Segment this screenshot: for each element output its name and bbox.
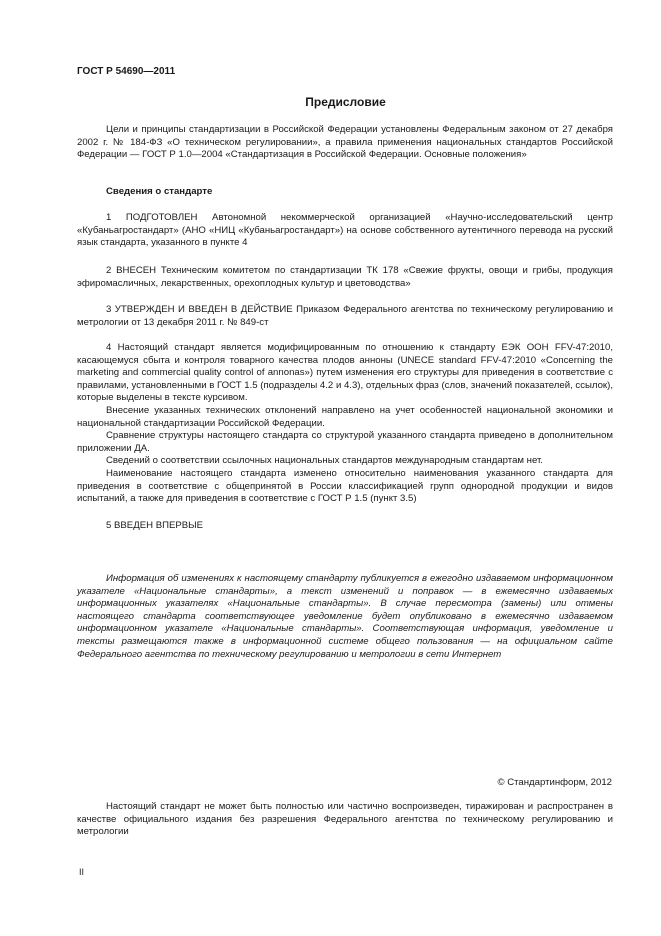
page-title: Предисловие (305, 95, 386, 109)
legal-text: Настоящий стандарт не может быть полностью или частично воспроизведен, тиражирован и распространен в качестве официального издания без разрешения Федерального агентства по техническому регулированию и метрологии (77, 801, 613, 838)
item-2 (77, 265, 613, 290)
item-5-text: 5 ВВЕДЕН ВПЕРВЫЕ (106, 520, 204, 531)
item-2-text: 2 ВНЕСЕН Техническим комитетом по стандартизации ТК 178 «Свежие фрукты, овощи и грибы, продукция эфиромасличных, лекарственных, орехоплодных культур и цветоводства» (77, 265, 613, 289)
item-4-para: Внесение указанных технических отклонений направлено на учет особенностей национальной экономики и национальной стандартизации Российской Федерации. (77, 404, 613, 429)
intro-text: Цели и принципы стандартизации в Российской Федерации установлены Федеральным законом от 27 декабря 2002 г. № 184-ФЗ «О техническом регулировании», а правила применения национальных стандартов Российской Федерации — ГОСТ Р 1.0—2004 «Стандартизация в Российской Федерации. Основные положения» (77, 124, 613, 161)
item-4-para: Наименование настоящего стандарта изменено относительно наименования указанного стандарта для приведения в соответствие с общепринятой в России классификацией групп однородной продукции и видов испытаний, а также для приведения в соответствие с ГОСТ Р 1.5 (пункт 3.5) (77, 467, 613, 505)
item-3 (77, 304, 613, 329)
section-heading: Сведения о стандарте (106, 186, 213, 197)
item-4 (77, 342, 613, 506)
intro-paragraph (77, 124, 613, 162)
notice-text: Информация об изменениях к настоящему стандарту публикуется в ежегодно издаваемом информационном указателе «Национальные стандарты», а текст изменений и поправок — в ежемесячно издаваемых информационных указателях «Национальные стандарты». В случае пересмотра (замены) или отмены настоящего стандарта соответствующее уведомление будет опубликовано в ежемесячно издаваемом информационном указателе «Национальные стандарты». Соответствующая информация, уведомление и тексты размещаются также в информационной системе общего пользования — на официальном сайте Федерального агентства по техническому регулированию и метрологии в сети Интернет (77, 573, 613, 660)
item-4-para: 4 Настоящий стандарт является модифицированным по отношению к стандарту ЕЭК ООН FFV-47:2010, касающемуся сбыта и контроля товарного качества плодов анноны (UNECE standard FFV-47:2010 «Concerning the marketing and commercial quality control of annonas») путем изменения его структуры для приведения в соответствие с правилами, установленными в ГОСТ 1.5 (подразделы 4.2 и 4.3), отдельных фраз (слов, значений показателей, ссылок), которые выделены в тексте курсивом. (77, 342, 613, 404)
amendments-notice (77, 573, 613, 661)
document-id-header: ГОСТ Р 54690—2011 (77, 66, 176, 77)
legal-notice (77, 801, 613, 839)
item-4-para: Сравнение структуры настоящего стандарта со структурой указанного стандарта приведено в дополнительном приложении ДА. (77, 430, 613, 454)
item-3-text: 3 УТВЕРЖДЕН И ВВЕДЕН В ДЕЙСТВИЕ Приказом Федерального агентства по техническому регулированию и метрологии от 13 декабря 2011 г. № 849-ст (77, 304, 613, 328)
item-4-para: Сведений о соответствии ссылочных национальных стандартов международным стандартам нет. (106, 455, 543, 467)
item-5 (77, 520, 613, 533)
item-1 (77, 212, 613, 250)
copyright: © Стандартинформ, 2012 (497, 777, 612, 788)
page-number: II (79, 867, 85, 877)
item-1-text: 1 ПОДГОТОВЛЕН Автономной некоммерческой организацией «Научно-исследовательский центр «Кубаньагростандарт» (АНО «НИЦ «Кубаньагростандарт») на основе собственного аутентичного перевода на русский язык стандарта, указанного в пункте 4 (77, 212, 613, 249)
